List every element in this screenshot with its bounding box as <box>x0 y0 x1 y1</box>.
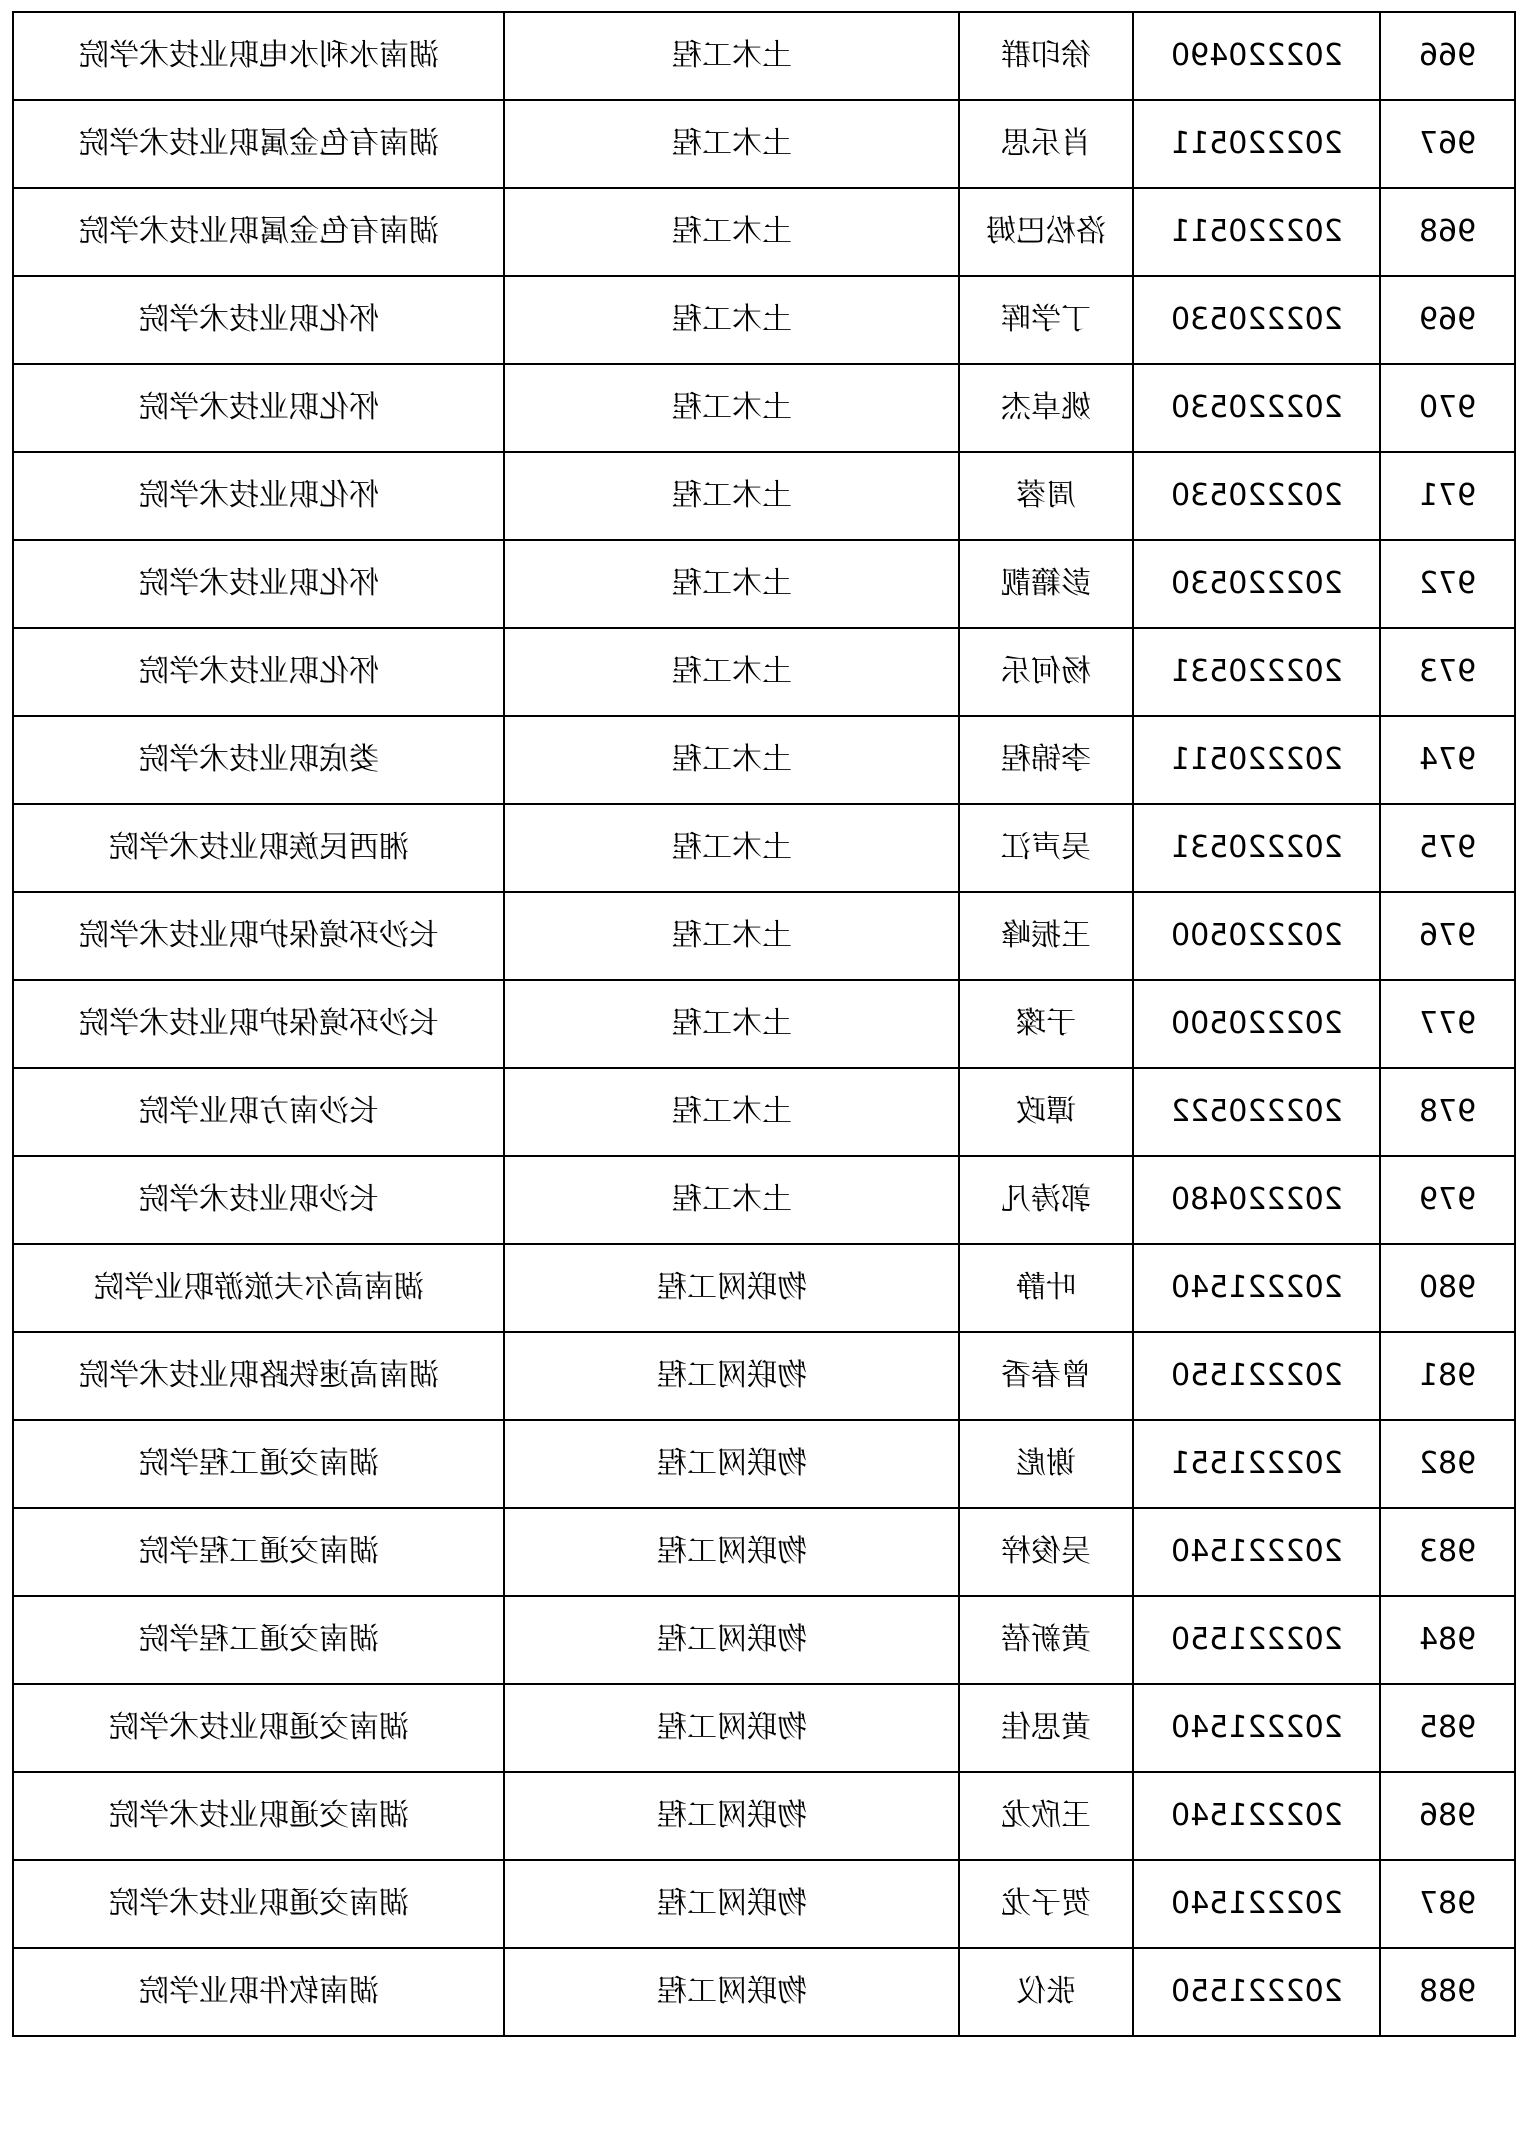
student-id-cell-text: 202221550 <box>1170 1622 1343 1657</box>
student-list-table <box>12 11 1516 2037</box>
student-id-cell-text: 202220480 <box>1170 1182 1343 1217</box>
student-name-cell <box>959 804 1133 892</box>
student-id-cell <box>1133 1772 1380 1860</box>
student-id-cell <box>1133 1860 1380 1948</box>
student-name-cell-text: 丁学晖 <box>1001 302 1091 337</box>
school-cell-text: 湖南高尔夫旅游职业学院 <box>93 1270 424 1305</box>
student-id-cell-text: 202220531 <box>1170 830 1343 865</box>
major-cell-text: 土木工程 <box>671 214 792 249</box>
major-cell <box>504 1596 959 1684</box>
school-cell <box>13 540 504 628</box>
student-id-cell-text: 202221540 <box>1170 1270 1343 1305</box>
student-name-cell-text: 彭籍靓 <box>1001 566 1091 601</box>
student-id-cell <box>1133 1596 1380 1684</box>
student-id-cell <box>1133 452 1380 540</box>
row-number-cell-text: 967 <box>1418 126 1477 161</box>
student-name-cell-text: 姚卓杰 <box>1001 390 1091 425</box>
student-id-cell <box>1133 804 1380 892</box>
school-cell-text: 怀化职业技术学院 <box>138 654 379 689</box>
student-id-cell-text: 202220500 <box>1170 1006 1343 1041</box>
major-cell-text: 土木工程 <box>671 566 792 601</box>
major-cell <box>504 452 959 540</box>
row-number-cell-text: 980 <box>1418 1270 1477 1305</box>
student-name-cell-text: 王欣龙 <box>1001 1798 1091 1833</box>
school-cell <box>13 980 504 1068</box>
student-id-cell <box>1133 892 1380 980</box>
row-number-cell <box>1380 1860 1515 1948</box>
student-id-cell <box>1133 276 1380 364</box>
student-id-cell <box>1133 1068 1380 1156</box>
school-cell <box>13 1156 504 1244</box>
student-name-cell <box>959 364 1133 452</box>
school-cell <box>13 1508 504 1596</box>
row-number-cell-text: 987 <box>1418 1886 1477 1921</box>
school-cell <box>13 1684 504 1772</box>
student-name-cell <box>959 540 1133 628</box>
student-name-cell-text: 吴俊梓 <box>1001 1534 1091 1569</box>
student-id-cell-text: 202221540 <box>1170 1886 1343 1921</box>
row-number-cell-text: 973 <box>1418 654 1477 689</box>
student-id-cell-text: 202221540 <box>1170 1710 1343 1745</box>
student-name-cell-text: 杨何乐 <box>1001 654 1091 689</box>
row-number-cell <box>1380 452 1515 540</box>
major-cell-text: 土木工程 <box>671 302 792 337</box>
student-name-cell <box>959 1684 1133 1772</box>
student-id-cell <box>1133 188 1380 276</box>
student-name-cell <box>959 1420 1133 1508</box>
school-cell <box>13 276 504 364</box>
school-cell-text: 怀化职业技术学院 <box>138 478 379 513</box>
major-cell-text: 物联网工程 <box>656 1358 807 1393</box>
major-cell-text: 物联网工程 <box>656 1886 807 1921</box>
row-number-cell <box>1380 276 1515 364</box>
table-row <box>13 540 1515 628</box>
school-cell-text: 湘西民族职业技术学院 <box>108 830 409 865</box>
table-row <box>13 452 1515 540</box>
row-number-cell-text: 982 <box>1418 1446 1477 1481</box>
student-id-cell-text: 202221550 <box>1170 1974 1343 2009</box>
student-id-cell-text: 202220511 <box>1170 126 1343 161</box>
row-number-cell-text: 986 <box>1418 1798 1477 1833</box>
row-number-cell-text: 985 <box>1418 1710 1477 1745</box>
student-id-cell <box>1133 1684 1380 1772</box>
student-id-cell-text: 202220531 <box>1170 654 1343 689</box>
row-number-cell-text: 984 <box>1418 1622 1477 1657</box>
major-cell-text: 土木工程 <box>671 478 792 513</box>
row-number-cell-text: 976 <box>1418 918 1477 953</box>
student-name-cell <box>959 892 1133 980</box>
school-cell-text: 湖南有色金属职业技术学院 <box>78 126 439 161</box>
major-cell <box>504 892 959 980</box>
row-number-cell <box>1380 1244 1515 1332</box>
major-cell-text: 土木工程 <box>671 38 792 73</box>
student-id-cell-text: 202220490 <box>1170 38 1343 73</box>
major-cell <box>504 1244 959 1332</box>
major-cell-text: 物联网工程 <box>656 1622 807 1657</box>
student-name-cell <box>959 452 1133 540</box>
row-number-cell <box>1380 1508 1515 1596</box>
school-cell-text: 娄底职业技术学院 <box>138 742 379 777</box>
major-cell-text: 物联网工程 <box>656 1974 807 2009</box>
major-cell-text: 物联网工程 <box>656 1270 807 1305</box>
row-number-cell-text: 979 <box>1418 1182 1477 1217</box>
major-cell <box>504 628 959 716</box>
school-cell <box>13 1860 504 1948</box>
student-name-cell-text: 贺子龙 <box>1001 1886 1091 1921</box>
row-number-cell-text: 981 <box>1418 1358 1477 1393</box>
school-cell-text: 长沙环境保护职业技术学院 <box>78 1006 439 1041</box>
table-row <box>13 980 1515 1068</box>
major-cell <box>504 1156 959 1244</box>
school-cell-text: 怀化职业技术学院 <box>138 390 379 425</box>
row-number-cell-text: 978 <box>1418 1094 1477 1129</box>
student-name-cell <box>959 12 1133 100</box>
row-number-cell <box>1380 12 1515 100</box>
row-number-cell-text: 970 <box>1418 390 1477 425</box>
table-row <box>13 628 1515 716</box>
major-cell <box>504 100 959 188</box>
student-name-cell-text: 张仪 <box>1016 1974 1076 2009</box>
student-name-cell <box>959 980 1133 1068</box>
student-name-cell-text: 黄思佳 <box>1001 1710 1091 1745</box>
school-cell-text: 湖南高速铁路职业技术学院 <box>78 1358 439 1393</box>
major-cell <box>504 1420 959 1508</box>
student-name-cell <box>959 1508 1133 1596</box>
student-id-cell <box>1133 12 1380 100</box>
student-id-cell <box>1133 100 1380 188</box>
school-cell-text: 湖南交通工程学院 <box>138 1622 379 1657</box>
major-cell <box>504 364 959 452</box>
row-number-cell <box>1380 892 1515 980</box>
student-name-cell-text: 徐印群 <box>1001 38 1091 73</box>
student-name-cell <box>959 276 1133 364</box>
student-id-cell <box>1133 980 1380 1068</box>
major-cell <box>504 980 959 1068</box>
table-row <box>13 1508 1515 1596</box>
school-cell <box>13 452 504 540</box>
school-cell-text: 湖南软件职业学院 <box>138 1974 379 2009</box>
row-number-cell <box>1380 188 1515 276</box>
row-number-cell-text: 969 <box>1418 302 1477 337</box>
row-number-cell <box>1380 1772 1515 1860</box>
table-row <box>13 188 1515 276</box>
school-cell-text: 长沙南方职业学院 <box>138 1094 379 1129</box>
table-row <box>13 1772 1515 1860</box>
school-cell-text: 长沙环境保护职业技术学院 <box>78 918 439 953</box>
student-id-cell <box>1133 1508 1380 1596</box>
table-row <box>13 276 1515 364</box>
student-name-cell-text: 谭政 <box>1016 1094 1076 1129</box>
school-cell-text: 湖南交通工程学院 <box>138 1534 379 1569</box>
row-number-cell <box>1380 716 1515 804</box>
student-id-cell-text: 202221540 <box>1170 1798 1343 1833</box>
student-id-cell <box>1133 364 1380 452</box>
major-cell-text: 土木工程 <box>671 918 792 953</box>
row-number-cell-text: 975 <box>1418 830 1477 865</box>
row-number-cell-text: 974 <box>1418 742 1477 777</box>
school-cell <box>13 1244 504 1332</box>
table-row <box>13 1860 1515 1948</box>
row-number-cell <box>1380 364 1515 452</box>
student-id-cell-text: 202220500 <box>1170 918 1343 953</box>
student-name-cell-text: 吴声江 <box>1001 830 1091 865</box>
student-id-cell <box>1133 716 1380 804</box>
row-number-cell-text: 971 <box>1418 478 1477 513</box>
row-number-cell <box>1380 628 1515 716</box>
school-cell <box>13 1596 504 1684</box>
student-name-cell-text: 叶静 <box>1016 1270 1076 1305</box>
student-id-cell <box>1133 628 1380 716</box>
table-row <box>13 1596 1515 1684</box>
student-name-cell-text: 李锦程 <box>1001 742 1091 777</box>
major-cell-text: 土木工程 <box>671 390 792 425</box>
row-number-cell-text: 972 <box>1418 566 1477 601</box>
student-name-cell-text: 王振峰 <box>1001 918 1091 953</box>
student-name-cell <box>959 100 1133 188</box>
row-number-cell <box>1380 1684 1515 1772</box>
student-id-cell-text: 202221540 <box>1170 1534 1343 1569</box>
table-row <box>13 100 1515 188</box>
major-cell <box>504 716 959 804</box>
major-cell-text: 物联网工程 <box>656 1446 807 1481</box>
table-row <box>13 12 1515 100</box>
row-number-cell <box>1380 1948 1515 2036</box>
table-row <box>13 892 1515 980</box>
table-row <box>13 1684 1515 1772</box>
student-name-cell-text: 郭涛凡 <box>1001 1182 1091 1217</box>
major-cell <box>504 1508 959 1596</box>
major-cell <box>504 1772 959 1860</box>
school-cell <box>13 1420 504 1508</box>
student-id-cell-text: 202220511 <box>1170 742 1343 777</box>
student-name-cell <box>959 628 1133 716</box>
school-cell-text: 湖南交通职业技术学院 <box>108 1886 409 1921</box>
school-cell <box>13 804 504 892</box>
major-cell <box>504 1860 959 1948</box>
school-cell-text: 湖南水利水电职业技术学院 <box>78 38 439 73</box>
major-cell-text: 物联网工程 <box>656 1798 807 1833</box>
row-number-cell <box>1380 100 1515 188</box>
major-cell <box>504 1684 959 1772</box>
major-cell <box>504 276 959 364</box>
student-name-cell-text: 谢彪 <box>1016 1446 1076 1481</box>
student-id-cell <box>1133 1244 1380 1332</box>
student-name-cell-text: 肖乐思 <box>1001 126 1091 161</box>
school-cell-text: 湖南交通工程学院 <box>138 1446 379 1481</box>
student-name-cell-text: 洛松巴姆 <box>986 214 1106 249</box>
row-number-cell-text: 983 <box>1418 1534 1477 1569</box>
table-row <box>13 804 1515 892</box>
student-name-cell <box>959 1332 1133 1420</box>
row-number-cell <box>1380 804 1515 892</box>
table-row <box>13 1420 1515 1508</box>
student-name-cell-text: 曾春香 <box>1001 1358 1091 1393</box>
row-number-cell <box>1380 1068 1515 1156</box>
row-number-cell <box>1380 980 1515 1068</box>
school-cell-text: 怀化职业技术学院 <box>138 566 379 601</box>
major-cell-text: 土木工程 <box>671 126 792 161</box>
row-number-cell <box>1380 1420 1515 1508</box>
student-id-cell-text: 202221551 <box>1170 1446 1343 1481</box>
major-cell-text: 土木工程 <box>671 654 792 689</box>
student-name-cell-text: 黄新蓓 <box>1001 1622 1091 1657</box>
student-name-cell <box>959 1860 1133 1948</box>
row-number-cell-text: 977 <box>1418 1006 1477 1041</box>
student-name-cell <box>959 1156 1133 1244</box>
row-number-cell <box>1380 1596 1515 1684</box>
major-cell-text: 物联网工程 <box>656 1710 807 1745</box>
student-name-cell-text: 周蓉 <box>1016 478 1076 513</box>
row-number-cell <box>1380 1156 1515 1244</box>
major-cell-text: 土木工程 <box>671 742 792 777</box>
row-number-cell <box>1380 1332 1515 1420</box>
table-row <box>13 364 1515 452</box>
major-cell <box>504 188 959 276</box>
student-id-cell <box>1133 1156 1380 1244</box>
school-cell-text: 湖南有色金属职业技术学院 <box>78 214 439 249</box>
student-name-cell <box>959 188 1133 276</box>
major-cell-text: 土木工程 <box>671 1006 792 1041</box>
row-number-cell-text: 966 <box>1418 38 1477 73</box>
student-id-cell-text: 202220511 <box>1170 214 1343 249</box>
row-number-cell-text: 968 <box>1418 214 1477 249</box>
student-id-cell-text: 202220530 <box>1170 566 1343 601</box>
row-number-cell-text: 988 <box>1418 1974 1477 2009</box>
student-id-cell <box>1133 1332 1380 1420</box>
student-name-cell <box>959 1596 1133 1684</box>
major-cell-text: 土木工程 <box>671 1094 792 1129</box>
school-cell-text: 长沙职业技术学院 <box>138 1182 379 1217</box>
table-row <box>13 1948 1515 2036</box>
table-row <box>13 1156 1515 1244</box>
student-id-cell <box>1133 1420 1380 1508</box>
school-cell <box>13 1332 504 1420</box>
student-name-cell <box>959 716 1133 804</box>
student-id-cell <box>1133 540 1380 628</box>
student-id-cell <box>1133 1948 1380 2036</box>
student-name-cell <box>959 1068 1133 1156</box>
major-cell <box>504 1332 959 1420</box>
major-cell-text: 土木工程 <box>671 1182 792 1217</box>
major-cell <box>504 1948 959 2036</box>
student-id-cell-text: 202220530 <box>1170 478 1343 513</box>
school-cell <box>13 364 504 452</box>
table-row <box>13 1332 1515 1420</box>
table-row <box>13 1244 1515 1332</box>
school-cell <box>13 716 504 804</box>
school-cell-text: 湖南交通职业技术学院 <box>108 1710 409 1745</box>
school-cell <box>13 1772 504 1860</box>
school-cell <box>13 628 504 716</box>
table-body <box>13 12 1515 2036</box>
school-cell <box>13 1948 504 2036</box>
student-name-cell <box>959 1244 1133 1332</box>
major-cell <box>504 1068 959 1156</box>
table-row <box>13 716 1515 804</box>
student-id-cell-text: 202220530 <box>1170 302 1343 337</box>
student-name-cell <box>959 1948 1133 2036</box>
student-name-cell <box>959 1772 1133 1860</box>
school-cell <box>13 12 504 100</box>
school-cell <box>13 188 504 276</box>
major-cell-text: 土木工程 <box>671 830 792 865</box>
school-cell-text: 湖南交通职业技术学院 <box>108 1798 409 1833</box>
school-cell-text: 怀化职业技术学院 <box>138 302 379 337</box>
student-id-cell-text: 202221550 <box>1170 1358 1343 1393</box>
student-id-cell-text: 202220522 <box>1170 1094 1343 1129</box>
student-name-cell-text: 于璨 <box>1016 1006 1076 1041</box>
student-id-cell-text: 202220530 <box>1170 390 1343 425</box>
major-cell <box>504 540 959 628</box>
major-cell <box>504 12 959 100</box>
major-cell <box>504 804 959 892</box>
row-number-cell <box>1380 540 1515 628</box>
school-cell <box>13 1068 504 1156</box>
major-cell-text: 物联网工程 <box>656 1534 807 1569</box>
school-cell <box>13 892 504 980</box>
school-cell <box>13 100 504 188</box>
table-row <box>13 1068 1515 1156</box>
